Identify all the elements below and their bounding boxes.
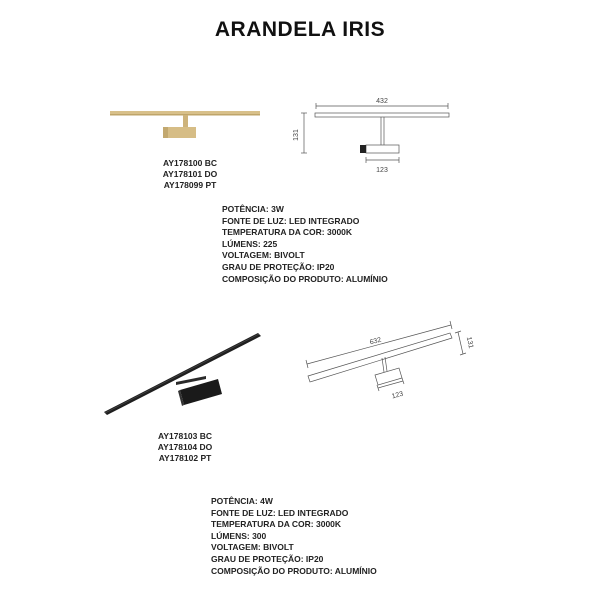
height-dimension: 131 (464, 336, 475, 350)
spec-line: GRAU DE PROTEÇÃO: IP20 (222, 261, 335, 272)
spec-line: FONTE DE LUZ: LED INTEGRADO (211, 507, 349, 518)
spec-line: TEMPERATURA DA COR: 3000K (211, 519, 342, 530)
spec-line: TEMPERATURA DA COR: 3000K (222, 227, 353, 238)
product-code: AY178103 BC (157, 431, 213, 441)
width-dimension: 632 (369, 336, 383, 347)
height-dimension: 131 (293, 129, 300, 141)
base-dimension: 123 (376, 167, 388, 174)
spec-line: VOLTAGEM: BIVOLT (211, 542, 294, 553)
product-2-specs (211, 496, 377, 577)
page-title: ARANDELA IRIS (214, 18, 386, 41)
spec-line: POTÊNCIA: 4W (211, 496, 273, 506)
spec-line: GRAU DE PROTEÇÃO: IP20 (211, 553, 324, 564)
product-code: AY178101 DO (162, 169, 218, 179)
product-code: AY178102 PT (158, 453, 212, 463)
spec-line: VOLTAGEM: BIVOLT (222, 250, 305, 261)
product-code: AY178099 PT (163, 180, 217, 190)
product-2-codes (144, 431, 226, 464)
spec-line: POTÊNCIA: 3W (222, 204, 284, 214)
spec-line: COMPOSIÇÃO DO PRODUTO: ALUMÍNIO (211, 565, 377, 576)
product-code: AY178100 BC (162, 158, 218, 168)
spec-line: LÚMENS: 225 (222, 238, 278, 249)
width-dimension: 432 (376, 98, 388, 105)
product-code: AY178104 DO (157, 442, 213, 452)
spec-line: FONTE DE LUZ: LED INTEGRADO (222, 215, 360, 226)
base-dimension: 123 (391, 390, 405, 401)
spec-line: COMPOSIÇÃO DO PRODUTO: ALUMÍNIO (222, 273, 388, 284)
spec-line: LÚMENS: 300 (211, 530, 267, 541)
